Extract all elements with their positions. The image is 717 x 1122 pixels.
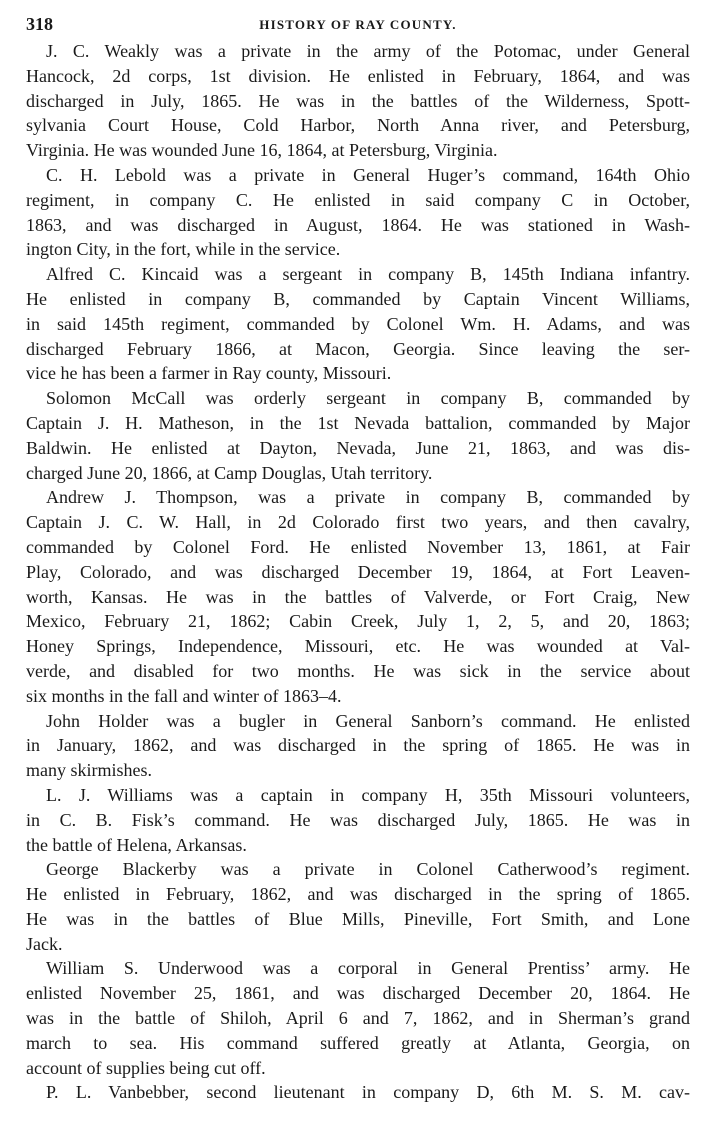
running-header [26, 14, 690, 38]
text-line: march to sea. His command suffered greatly at Atlanta, Georgia, on [26, 1032, 690, 1053]
text-line: was in the battle of Shiloh, April 6 and 7, 1862, and in Sherman’s grand [26, 1008, 690, 1029]
text-line: account of supplies being cut off. [26, 1057, 266, 1078]
text-line: L. J. Williams was a captain in company H, 35th Missouri volunteers, [46, 784, 690, 805]
running-title: HISTORY OF RAY COUNTY. [259, 17, 457, 32]
text-line: Captain J. C. W. Hall, in 2d Colorado first two years, and then cavalry, [26, 512, 690, 533]
text-line: J. C. Weakly was a private in the army of the Potomac, under General [46, 41, 690, 61]
text-line: Virginia. He was wounded June 16, 1864, at Petersburg, Virginia. [26, 140, 498, 161]
text-line: many skirmishes. [26, 760, 152, 781]
text-line: six months in the fall and winter of 1863–4. [26, 685, 342, 706]
text-line: John Holder was a bugler in General Sanborn’s command. He enlisted [46, 710, 690, 731]
text-line: discharged in July, 1865. He was in the battles of the Wilderness, Spott- [26, 90, 690, 111]
text-line: the battle of Helena, Arkansas. [26, 834, 247, 855]
text-line: William S. Underwood was a corporal in General Prentiss’ army. He [46, 958, 690, 979]
text-line: Hancock, 2d corps, 1st division. He enlisted in February, 1864, and was [26, 65, 690, 86]
text-line: Solomon McCall was orderly sergeant in company B, commanded by [46, 388, 690, 409]
text-line: Honey Springs, Independence, Missouri, etc. He was wounded at Val- [26, 636, 690, 657]
text-line: sylvania Court House, Cold Harbor, North Anna river, and Petersburg, [26, 115, 690, 136]
text-line: discharged February 1866, at Macon, Georgia. Since leaving the ser- [26, 338, 690, 359]
text-line: He enlisted in February, 1862, and was discharged in the spring of 1865. [26, 884, 690, 905]
text-line: in C. B. Fisk’s command. He was discharged July, 1865. He was in [26, 809, 690, 830]
text-line: charged June 20, 1866, at Camp Douglas, Utah territory. [26, 462, 433, 483]
text-line: Mexico, February 21, 1862; Cabin Creek, July 1, 2, 5, and 20, 1863; [26, 611, 690, 632]
text-line: Alfred C. Kincaid was a sergeant in company B, 145th Indiana infantry. [46, 264, 690, 285]
text-line: ington City, in the fort, while in the service. [26, 239, 341, 260]
text-line: enlisted November 25, 1861, and was discharged December 20, 1864. He [26, 983, 690, 1004]
text-line: C. H. Lebold was a private in General Huger’s command, 164th Ohio [46, 164, 690, 185]
page-number: 318 [26, 14, 53, 34]
text-line: verde, and disabled for two months. He was sick in the service about [26, 660, 690, 681]
text-line: He enlisted in company B, commanded by Captain Vincent Williams, [26, 288, 690, 309]
text-line: Andrew J. Thompson, was a private in company B, commanded by [46, 487, 690, 508]
text-line: George Blackerby was a private in Colonel Catherwood’s regiment. [46, 859, 690, 880]
text-line: regiment, in company C. He enlisted in said company C in October, [26, 189, 690, 210]
text-line: vice he has been a farmer in Ray county, Missouri. [26, 363, 392, 384]
text-line: Baldwin. He enlisted at Dayton, Nevada, June 21, 1863, and was dis- [26, 437, 690, 458]
text-line: commanded by Colonel Ford. He enlisted November 13, 1861, at Fair [26, 536, 690, 557]
text-line: He was in the battles of Blue Mills, Pineville, Fort Smith, and Lone [26, 908, 690, 929]
text-line: P. L. Vanbebber, second lieutenant in company D, 6th M. S. M. cav- [46, 1082, 690, 1103]
text-line: 1863, and was discharged in August, 1864. He was stationed in Wash- [26, 214, 690, 235]
text-line: Play, Colorado, and was discharged December 19, 1864, at Fort Leaven- [26, 561, 690, 582]
text-line: worth, Kansas. He was in the battles of Valverde, or Fort Craig, New [26, 586, 690, 607]
text-line: Captain J. H. Matheson, in the 1st Nevada battalion, commanded by Major [26, 412, 690, 433]
text-line: Jack. [26, 933, 63, 954]
text-line: in said 145th regiment, commanded by Colonel Wm. H. Adams, and was [26, 313, 690, 334]
page-body-text [26, 39, 690, 1105]
text-line: in January, 1862, and was discharged in the spring of 1865. He was in [26, 735, 690, 756]
